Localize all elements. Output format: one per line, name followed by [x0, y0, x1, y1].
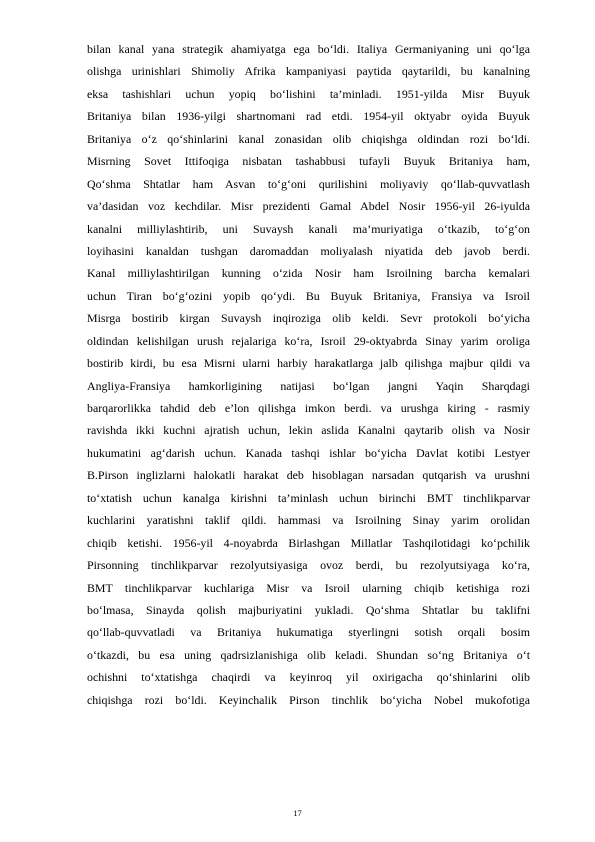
- text-line: chiqishga rozi bo‘ldi. Keyinchalik Pirson tinchlik bo‘yicha Nobel mukofotiga: [87, 692, 530, 707]
- text-line: va’dasidan voz kechdilar. Misr prezidenti Gamal Abdel Nosir 1956-yil 26-iyulda: [87, 199, 530, 214]
- text-line: ravishda ikki kuchni ajratish uchun, lekin aslida Kanalni qaytarib olish va Nosir: [87, 423, 530, 438]
- text-line: chiqib ketishi. 1956-yil 4-noyabrda Birlashgan Millatlar Tashqilotidagi ko‘pchilik: [87, 535, 530, 550]
- text-line: B.Pirson inglizlarni halokatli harakat deb hisoblagan narsadan qutqarish va urushni: [87, 468, 530, 483]
- text-line: uchun Tiran bo‘g‘ozini yopib qo‘ydi. Bu Buyuk Britaniya, Fransiya va Isroil: [87, 288, 530, 303]
- text-line: BMT tinchlikparvar kuchlariga Misr va Isroil ularning chiqib ketishiga rozi: [87, 580, 530, 595]
- text-line: bilan kanal yana strategik ahamiyatga ega bo‘ldi. Italiya Germaniyaning uni qo‘lga: [87, 42, 530, 56]
- text-line: bo‘lmasa, Sinayda qolish majburiyatini yukladi. Qo‘shma Shtatlar bu taklifni: [87, 602, 530, 617]
- text-line: Misrga bostirib kirgan Suvaysh inqiroziga olib keldi. Sevr protokoli bo‘yicha: [87, 311, 530, 326]
- text-line: bostirib kirdi, bu esa Misrni ularni harbiy harakatlarga jalb qilishga majbur qildi va: [87, 356, 530, 371]
- text-line: to‘xtatish uchun kanalga kirishni ta’minlash uchun birinchi BMT tinchlikparvar: [87, 490, 530, 505]
- text-line: Angliya-Fransiya hamkorligining natijasi bo‘lgan jangni Yaqin Sharqdagi: [87, 378, 530, 393]
- text-line: Kanal milliylashtirilgan kunning o‘zida Nosir ham Isroilning barcha kemalari: [87, 266, 530, 281]
- text-line: oldindan kelishilgan urush rejalariga ko‘ra, Isroil 29-oktyabrda Sinay yarim oroliga: [87, 333, 530, 348]
- text-line: eksa tashishlari uchun yopiq bo‘lishini ta’minladi. 1951-yilda Misr Buyuk: [87, 86, 530, 101]
- text-line: Pirsonning tinchlikparvar rezolyutsiyasiga ovoz berdi, bu rezolyutsiyaga ko‘ra,: [87, 558, 530, 573]
- text-line: hukumatini ag‘darish uchun. Kanada tashqi ishlar bo‘yicha Davlat kotibi Lestyer: [87, 445, 530, 460]
- text-line: Britaniya o‘z qo‘shinlarini kanal zonasidan olib chiqishga oldindan rozi bo‘ldi.: [87, 131, 530, 146]
- text-line: ochishni to‘xtatishga chaqirdi va keyinroq yil oxirigacha qo‘shinlarini olib: [87, 670, 530, 685]
- text-line: Misrning Sovet Ittifoqiga nisbatan tashabbusi tufayli Buyuk Britaniya ham,: [87, 154, 530, 169]
- text-line: barqarorlikka tahdid deb e’lon qilishga imkon berdi. va urushga kiring - rasmiy: [87, 401, 530, 415]
- text-line: kanalni milliylashtirib, uni Suvaysh kanali ma’muriyatiga o‘tkazib, to‘g‘on: [87, 221, 530, 236]
- text-line: kuchlarini yaratishni taklif qildi. hammasi va Isroilning Sinay yarim orolidan: [87, 513, 530, 528]
- text-line: Britaniya bilan 1936-yilgi shartnomani rad etdi. 1954-yil oktyabr oyida Buyuk: [87, 109, 530, 124]
- body-text: [87, 38, 530, 711]
- page-number: 17: [293, 808, 302, 818]
- text-line: loyihasini kanaldan tushgan daromaddan moliyalash niyatida deb javob berdi.: [87, 243, 530, 258]
- text-line: olishga urinishlari Shimoliy Afrika kampaniyasi paytida qaytarildi, bu kanalning: [87, 64, 530, 79]
- text-line: qo‘llab-quvvatladi va Britaniya hukumatiga styerlingni sotish orqali bosim: [87, 625, 530, 640]
- text-line: o‘tkazdi, bu esa uning qadrsizlanishiga olib keladi. Shundan so‘ng Britaniya o‘t: [87, 647, 530, 662]
- text-line: Qo‘shma Shtatlar ham Asvan to‘g‘oni qurilishini moliyaviy qo‘llab-quvvatlash: [87, 176, 530, 191]
